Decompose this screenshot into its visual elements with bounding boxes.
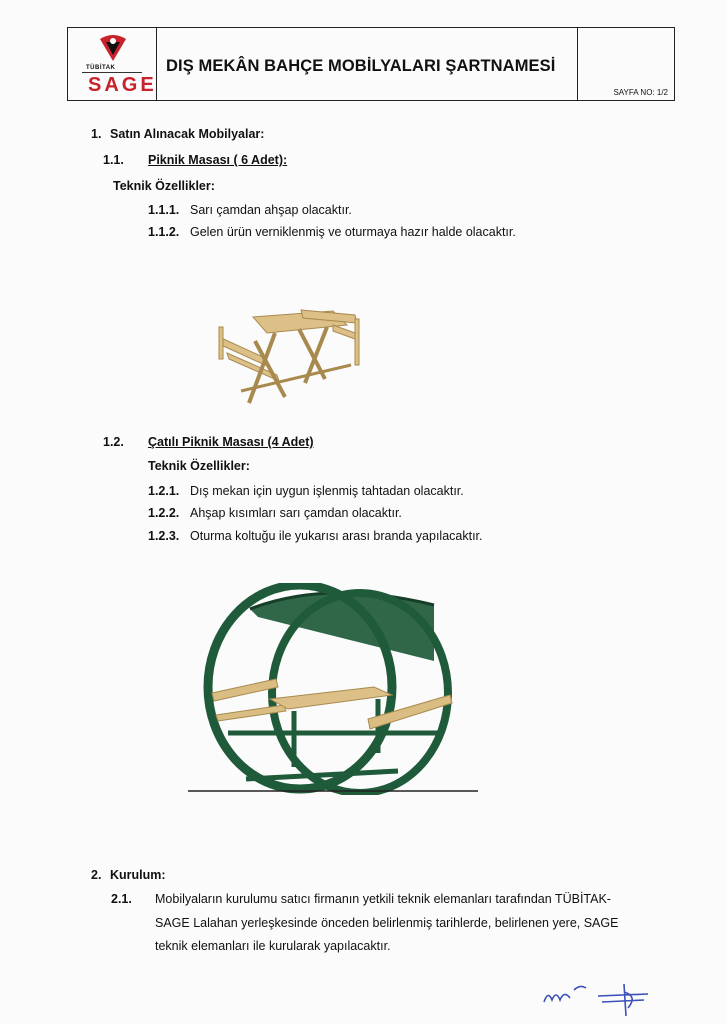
- logo-divider: [82, 72, 142, 73]
- spec-1-2-3-text: Oturma koltuğu ile yukarısı arası branda yapılacaktır.: [190, 529, 483, 543]
- item-1-2-number: 1.2.: [103, 435, 124, 449]
- section2-title: Kurulum:: [110, 868, 166, 882]
- item-2-1-line-2: SAGE Lalahan yerleşkesinde önceden belirlenmiş tarihlerde, belirlenen yere, SAGE: [155, 916, 619, 930]
- item-1-1-title: Piknik Masası ( 6 Adet):: [148, 153, 288, 167]
- logo: [68, 28, 157, 100]
- item-1-1-specs-label: Teknik Özellikler:: [113, 179, 215, 193]
- page-number-label: SAYFA NO:: [613, 88, 655, 97]
- spec-1-2-1-text: Dış mekan için uygun işlenmiş tahtadan olacaktır.: [190, 484, 464, 498]
- covered-picnic-table-image: [188, 583, 478, 795]
- document-header: [67, 27, 675, 101]
- spec-1-1-2-text: Gelen ürün verniklenmiş ve oturmaya hazır halde olacaktır.: [190, 225, 516, 239]
- spec-1-2-2-text: Ahşap kısımları sarı çamdan olacaktır.: [190, 506, 402, 520]
- item-2-1-line-3: teknik elemanları ile kurularak yapılacaktır.: [155, 939, 391, 953]
- section1-title: Satın Alınacak Mobilyalar:: [110, 127, 265, 141]
- section2-number: 2.: [91, 868, 102, 882]
- item-1-2-specs-label: Teknik Özellikler:: [148, 459, 250, 473]
- spec-1-1-1-number: 1.1.1.: [148, 203, 180, 217]
- spec-1-2-1-number: 1.2.1.: [148, 484, 180, 498]
- spec-1-2-3-number: 1.2.3.: [148, 529, 180, 543]
- signatures: [540, 980, 660, 1020]
- item-1-1-number: 1.1.: [103, 153, 124, 167]
- page-number-value: 1/2: [656, 88, 668, 97]
- logo-small-text: TÜBİTAK: [86, 65, 116, 71]
- spec-1-1-2-number: 1.1.2.: [148, 225, 180, 239]
- page-title: DIŞ MEKÂN BAHÇE MOBİLYALARI ŞARTNAMESİ: [166, 57, 556, 75]
- item-2-1-line-1: Mobilyaların kurulumu satıcı firmanın yetkili teknik elemanları tarafından TÜBİTAK-: [155, 892, 611, 906]
- item-1-2-title: Çatılı Piknik Masası (4 Adet): [148, 435, 314, 449]
- page-number-cell: [577, 28, 674, 100]
- item-2-1-number: 2.1.: [111, 892, 132, 906]
- picnic-table-image: [215, 305, 365, 410]
- spec-1-1-1-text: Sarı çamdan ahşap olacaktır.: [190, 203, 352, 217]
- page-number: [613, 88, 668, 97]
- section1-number: 1.: [91, 127, 102, 141]
- spec-1-2-2-number: 1.2.2.: [148, 506, 180, 520]
- logo-brand: SAGE: [88, 74, 157, 96]
- tubitak-emblem-icon: [97, 33, 129, 63]
